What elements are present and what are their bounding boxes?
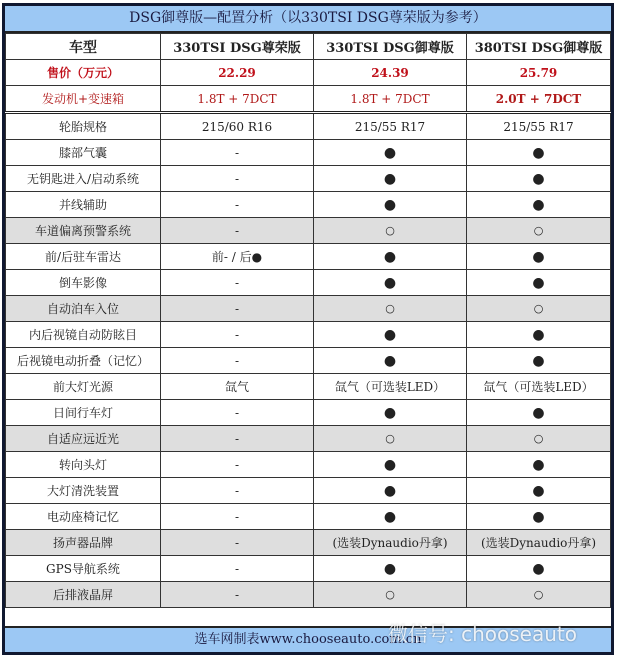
table-row (6, 218, 611, 244)
row-value: - (161, 400, 314, 426)
row-value: - (161, 296, 314, 322)
row-value: - (161, 322, 314, 348)
table-row (6, 192, 611, 218)
row-value: - (161, 504, 314, 530)
table-row (6, 426, 611, 452)
table-row (6, 374, 611, 400)
row-label: 后视镜电动折叠（记忆） (6, 348, 161, 374)
optional-ring-icon: ○ (314, 296, 467, 322)
optional-ring-icon: ○ (467, 426, 611, 452)
row-label: 并线辅助 (6, 192, 161, 218)
row-value: - (161, 530, 314, 556)
row-value: - (161, 218, 314, 244)
standard-dot-icon: ● (314, 348, 467, 374)
header-cell: 车型 (6, 34, 161, 60)
table-row (6, 478, 611, 504)
row-label: 日间行车灯 (6, 400, 161, 426)
row-label: 扬声器品牌 (6, 530, 161, 556)
config-table-frame (2, 3, 614, 655)
optional-ring-icon: ○ (314, 582, 467, 608)
engine-row (6, 86, 611, 113)
table-row (6, 400, 611, 426)
row-value: 215/60 R16 (161, 113, 314, 140)
optional-ring-icon: ○ (467, 582, 611, 608)
row-label: 前大灯光源 (6, 374, 161, 400)
header-cell: 330TSI DSG尊荣版 (161, 34, 314, 60)
price-label: 售价（万元） (6, 60, 161, 86)
header-row (6, 34, 611, 60)
row-label: 转向头灯 (6, 452, 161, 478)
price-row (6, 60, 611, 86)
table-row (6, 582, 611, 608)
standard-dot-icon: ● (467, 322, 611, 348)
row-value: 氙气 (161, 374, 314, 400)
row-value: 215/55 R17 (467, 113, 611, 140)
row-value: - (161, 452, 314, 478)
row-label: 大灯清洗装置 (6, 478, 161, 504)
row-label: 车道偏离预警系统 (6, 218, 161, 244)
row-label: 无钥匙进入/启动系统 (6, 166, 161, 192)
standard-dot-icon: ● (467, 400, 611, 426)
row-label: 内后视镜自动防眩目 (6, 322, 161, 348)
table-row (6, 452, 611, 478)
row-value: 215/55 R17 (314, 113, 467, 140)
table-row (6, 140, 611, 166)
row-label: 自动泊车入位 (6, 296, 161, 322)
row-label: 轮胎规格 (6, 113, 161, 140)
standard-dot-icon: ● (467, 244, 611, 270)
optional-ring-icon: ○ (314, 426, 467, 452)
row-label: 前/后驻车雷达 (6, 244, 161, 270)
standard-dot-icon: ● (467, 478, 611, 504)
engine-cell: 1.8T + 7DCT (314, 86, 467, 113)
row-value: 前- / 后● (161, 244, 314, 270)
standard-dot-icon: ● (314, 166, 467, 192)
row-value: - (161, 556, 314, 582)
row-label: 自适应远近光 (6, 426, 161, 452)
standard-dot-icon: ● (467, 140, 611, 166)
table-row (6, 244, 611, 270)
standard-dot-icon: ● (314, 400, 467, 426)
optional-ring-icon: ○ (467, 296, 611, 322)
header-cell: 380TSI DSG御尊版 (467, 34, 611, 60)
engine-cell: 1.8T + 7DCT (161, 86, 314, 113)
row-label: 后排液晶屏 (6, 582, 161, 608)
row-value: - (161, 478, 314, 504)
table-row (6, 504, 611, 530)
row-label: 膝部气囊 (6, 140, 161, 166)
row-value: 氙气（可选装LED） (314, 374, 467, 400)
row-value: - (161, 348, 314, 374)
table-row (6, 322, 611, 348)
table-title: DSG御尊版—配置分析（以330TSI DSG尊荣版为参考） (5, 6, 611, 33)
standard-dot-icon: ● (467, 192, 611, 218)
row-label: GPS导航系统 (6, 556, 161, 582)
price-cell: 24.39 (314, 60, 467, 86)
standard-dot-icon: ● (314, 452, 467, 478)
row-value: - (161, 192, 314, 218)
price-cell: 22.29 (161, 60, 314, 86)
wechat-watermark: 微信号: chooseauto (388, 622, 577, 646)
row-label: 倒车影像 (6, 270, 161, 296)
standard-dot-icon: ● (314, 322, 467, 348)
standard-dot-icon: ● (467, 504, 611, 530)
row-value: (选装Dynaudio丹拿) (314, 530, 467, 556)
table-row (6, 296, 611, 322)
engine-cell: 2.0T + 7DCT (467, 86, 611, 113)
standard-dot-icon: ● (467, 452, 611, 478)
standard-dot-icon: ● (314, 140, 467, 166)
standard-dot-icon: ● (467, 556, 611, 582)
row-value: 氙气（可选装LED） (467, 374, 611, 400)
table-row (6, 348, 611, 374)
row-value: (选装Dynaudio丹拿) (467, 530, 611, 556)
standard-dot-icon: ● (314, 192, 467, 218)
header-cell: 330TSI DSG御尊版 (314, 34, 467, 60)
standard-dot-icon: ● (467, 166, 611, 192)
price-cell: 25.79 (467, 60, 611, 86)
standard-dot-icon: ● (467, 270, 611, 296)
row-value: - (161, 140, 314, 166)
standard-dot-icon: ● (314, 270, 467, 296)
optional-ring-icon: ○ (314, 218, 467, 244)
table-row (6, 556, 611, 582)
table-row (6, 270, 611, 296)
table-row (6, 530, 611, 556)
row-value: - (161, 166, 314, 192)
engine-label: 发动机+变速箱 (6, 86, 161, 113)
standard-dot-icon: ● (314, 556, 467, 582)
row-label: 电动座椅记忆 (6, 504, 161, 530)
table-footer: 选车网制表www.chooseauto.com.cn (5, 626, 611, 652)
config-table (5, 33, 611, 608)
row-value: - (161, 582, 314, 608)
standard-dot-icon: ● (314, 504, 467, 530)
standard-dot-icon: ● (314, 478, 467, 504)
table-row (6, 113, 611, 140)
table-row (6, 166, 611, 192)
row-value: - (161, 270, 314, 296)
standard-dot-icon: ● (314, 244, 467, 270)
row-value: - (161, 426, 314, 452)
optional-ring-icon: ○ (467, 218, 611, 244)
standard-dot-icon: ● (467, 348, 611, 374)
